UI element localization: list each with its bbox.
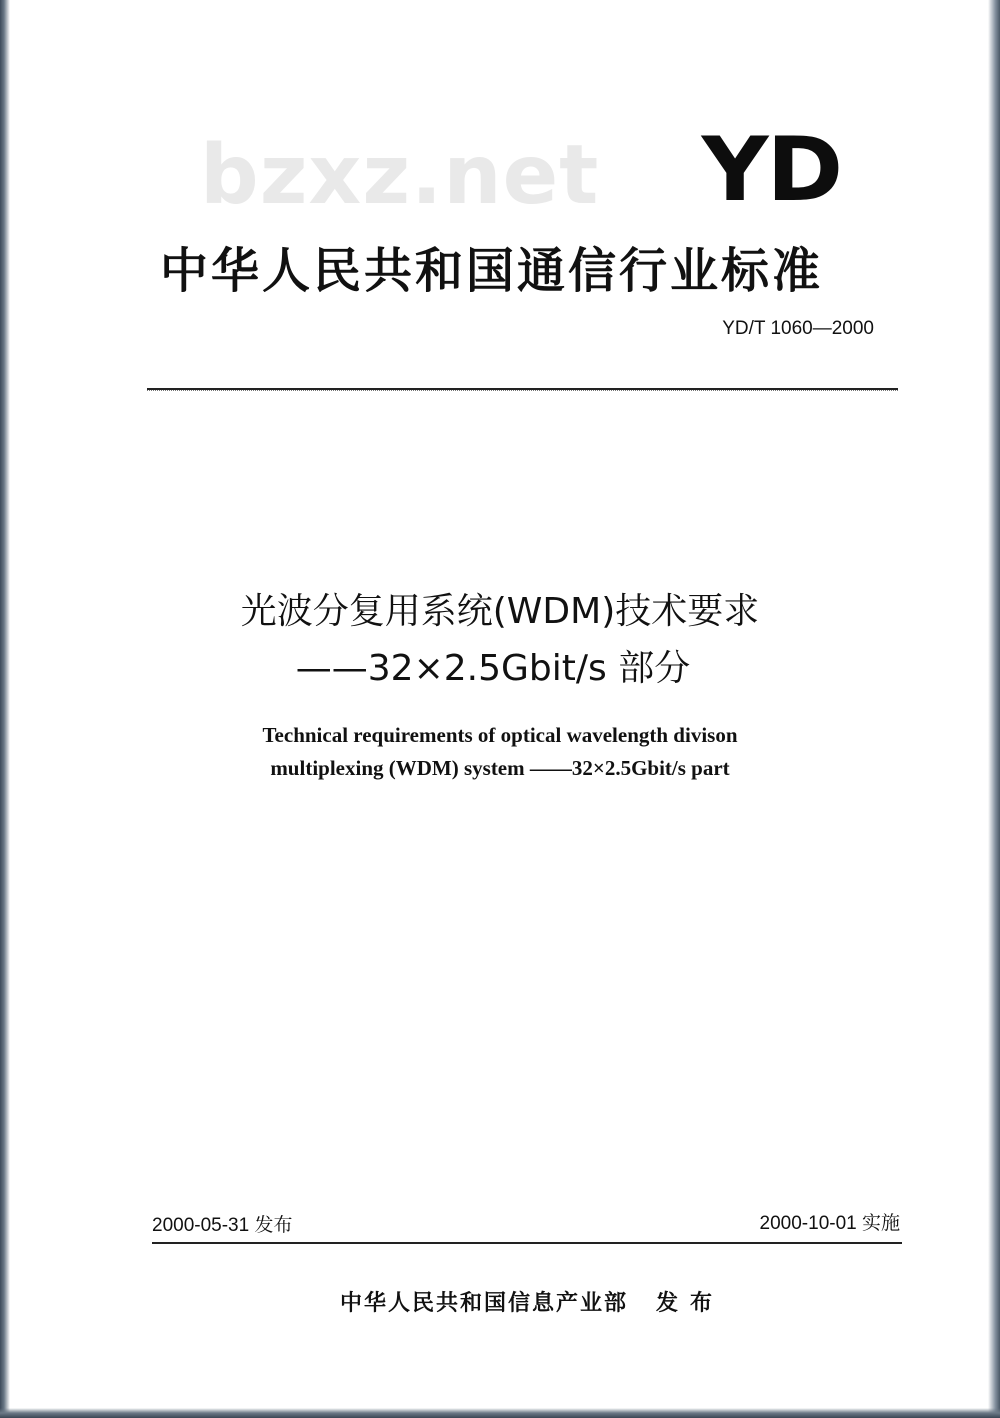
title-cn-line1: 光波分复用系统(WDM)技术要求 (240, 591, 760, 632)
standard-category-title: 中华人民共和国通信行业标准 (160, 243, 824, 299)
issuer-name: 中华人民共和国信息产业部 (340, 1291, 629, 1316)
scan-edge-right (988, 0, 1000, 1418)
title-en-line1: Technical requirements of optical wavelength divison (262, 723, 738, 747)
footer-divider (152, 1242, 902, 1244)
title-en-line2: multiplexing (WDM) system ——32×2.5Gbit/s part (270, 756, 730, 780)
scan-edge-bottom (0, 1408, 1000, 1418)
implementation-date: 2000-10-01 实施 (759, 1213, 900, 1234)
yd-logo: YD (701, 118, 842, 221)
issue-word: 发布 (656, 1291, 725, 1316)
title-cn-line2: ——32×2.5Gbit/s 部分 (295, 648, 691, 689)
watermark: bzxz.net (200, 128, 600, 223)
standard-number: YD/T 1060—2000 (722, 318, 874, 339)
issue-date: 2000-05-31 发布 (152, 1215, 293, 1236)
header-divider (147, 388, 898, 391)
scan-edge-left (0, 0, 10, 1418)
